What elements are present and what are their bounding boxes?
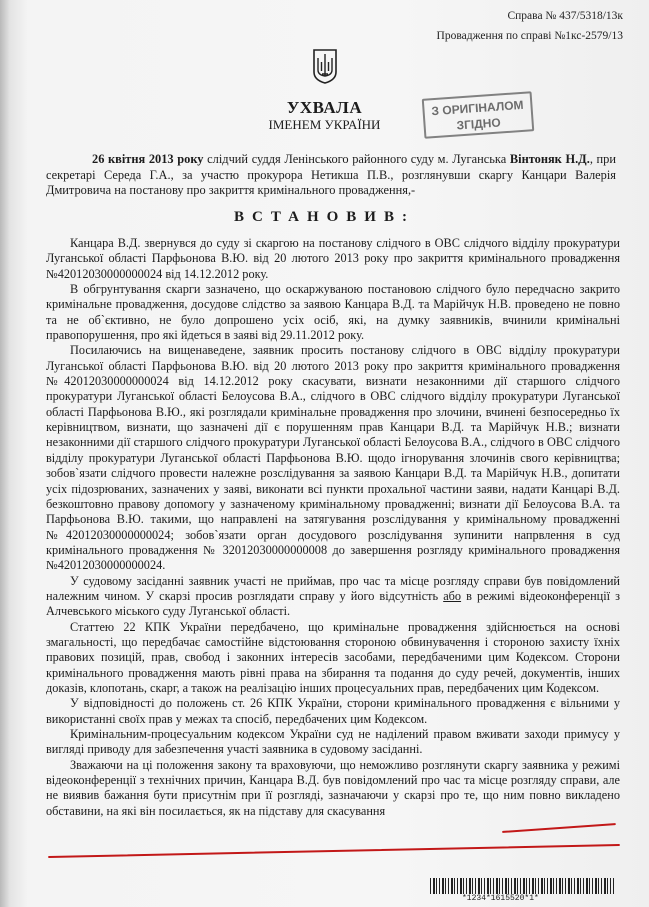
red-underline-2 bbox=[48, 844, 620, 858]
underlined-word: або bbox=[443, 588, 462, 603]
judge-name: Вінтоняк Н.Д. bbox=[509, 152, 590, 166]
paragraph-4 bbox=[46, 574, 620, 620]
intro-text-1: слідчий суддя Ленінського районного суду м. Луганська bbox=[203, 152, 510, 166]
stamp-line-2: ЗГІДНО bbox=[456, 115, 502, 133]
intro-text-2: , при секретарі Середа Г.А., за участю прокурора Нетикша П.В., розглянувши скаргу Канцари Валерія Дмитровича на постанову про закриття кримінального провадження,- bbox=[46, 152, 616, 198]
paragraph-6: У відповідності до положень ст. 26 КПК України, сторони кримінального провадження є вільними у використанні своїх прав у межах та спосіб, передбачених цим Кодексом. bbox=[46, 696, 620, 726]
barcode bbox=[430, 878, 614, 894]
stamp-line-1: З ОРИГІНАЛОМ bbox=[431, 97, 524, 119]
section-heading-established: ВСТАНОВИВ: bbox=[234, 209, 415, 225]
paragraph-3: Посилаючись на вищенаведене, заявник просить постанову слідчого в ОВС відділу прокуратури Луганської області Парфьонова В.Ю. від 20 лютого 2013 року про закриття кримінального провадження №42012030000000024 від 14.12.2012 року скасувати, визнати незаконними дії старшого слідчого прокуратури Луганської області Белоусова В.А., слідчого в ОВС слідчого відділу прокуратури Луганської області Парфьонова В.Ю., які розглядали кримінальне провадження про злочини, вчинені безпосередньо їх керівництвом, визнати, що зазначені дії є порушенням прав Канцари В.Д. та Марійчук Н.В.; визнати незаконними дії старшого слідчого прокуратури Луганської області Белоусова В.А., слідчого в ОВС слідчого відділу прокуратури Луганської області Парфьонова В.Ю. щодо ігнорування злочинів свого керівництва; зобов`язати слідчого провести належне розслідування за заявою Канцари В.Д. та Марійчук Н.В., допитати усіх підозрюваних, зазначених у заяві, виконати всі пункти прохальної частини заяви, надати Канцарі В.Д. безкоштовно правову допомогу у зазначеному кримінальному провадженні; визнати дії Белоусова В.А. та Парфьонова В.Ю. такими, що направлені на затягування розслідування у кримінальному провадженні №42012030000000024; зобов`язати орган досудового розслідування зупинити напрвлення в суд кримінального провадження № 32012030000000008 до завершення розгляду кримінального провадження №42012030000000024. bbox=[46, 343, 620, 573]
certification-stamp bbox=[422, 91, 535, 139]
paragraph-4-text-b: в режимі відеоконференції з Алчевського міського суду Луганської області. bbox=[46, 588, 620, 619]
paragraph-8: Зважаючи на ці положення закону та враховуючи, що неможливо розглянути скаргу заявника у режимі відеоконференції з технічних причин, Канцара В.Д. був повідомлений про час та місце розгляду справи, але не виявив бажання бути присутнім при її розгляді, зазначаючи у скарзі про те, що ним повно викладено обставини, на які він посилається, як на підставу для скасування bbox=[46, 757, 620, 818]
paragraph-1: Канцара В.Д. звернувся до суду зі скаргою на постанову слідчого в ОВС слідчого відділу прокуратури Луганської області Парфьонова В.Ю. від 20 лютого 2013 року про закриття кримінального провадження №42012030000000024 від 14.12.2012 року. bbox=[46, 236, 620, 281]
intro-paragraph bbox=[46, 152, 616, 199]
red-underline-1 bbox=[502, 823, 616, 833]
document-body bbox=[46, 236, 620, 819]
paragraph-7: Кримінальним-процесуальним кодексом України суд не наділений правом вживати заходи примусу у вигляді приводу для забезпечення участі заявника в судовому засіданні. bbox=[46, 727, 620, 757]
case-number: Справа № 437/5318/13к bbox=[507, 10, 623, 22]
paragraph-2: В обгрунтування скарги зазначено, що оскаржуваною постановою слідчого було передчасно закрито кримінальне провадження, досудове слідство за заявою Канцара В.Д. та Марійчук Н.В. проведено не повно та не об`єктивно, не було допрошено усіх осіб, які, на думку заявників, вчинили кримінальні правопорушення, про які йдеться в заяві від 29.11.2012 року. bbox=[46, 282, 620, 343]
decision-date: 26 квітня 2013 року bbox=[92, 152, 204, 166]
document-subtitle: ІМЕНЕМ УКРАЇНИ bbox=[268, 117, 381, 132]
proceeding-number: Провадження по справі №1кс-2579/13 bbox=[436, 30, 623, 42]
coat-of-arms-icon bbox=[312, 48, 338, 84]
paragraph-4-text-a: У судовому засіданні заявник участі не приймав, про час та місце розгляду справи був повідомлений належним чином. У скарзі просив розглядати справу у його відсутність bbox=[46, 573, 620, 603]
paragraph-5: Статтею 22 КПК України передбачено, що кримінальне провадження здійснюється на основі змагальності, що передбачає самостійне відстоювання стороною обвинувачення і стороною захисту їхніх правових позицій, прав, свобод і законних інтересів засобами, передбаченими цим Кодексом. Сторони кримінального провадження мають рівні права на збирання та подання до суду речей, документів, інших доказів, клопотань, скарг, а також на реалізацію інших процесуальних прав, передбачених цим Кодексом. bbox=[46, 619, 620, 695]
document-title: УХВАЛА bbox=[286, 98, 363, 117]
barcode-number: *1234*1615520*1* bbox=[462, 894, 539, 903]
